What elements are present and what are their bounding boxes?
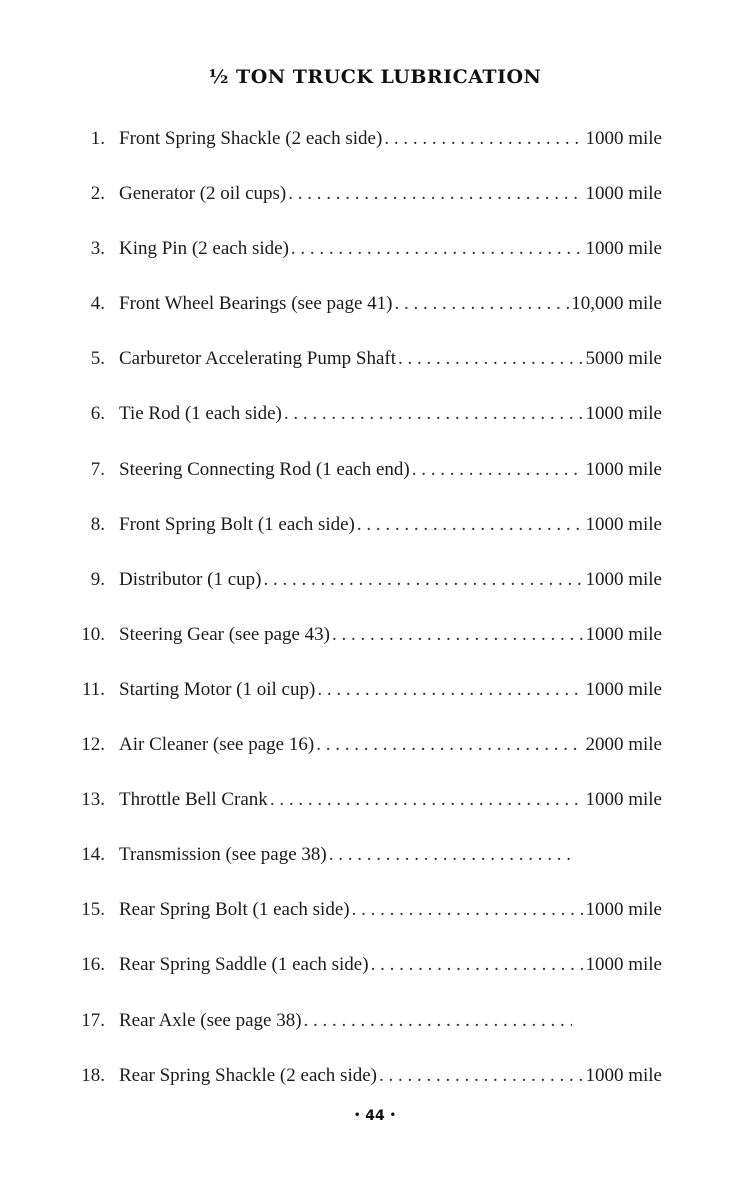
item-description: Rear Spring Saddle (1 each side): [119, 954, 369, 976]
item-description: Transmission (see page 38): [119, 844, 327, 866]
item-description: Generator (2 oil cups): [119, 183, 287, 205]
dot-leader: [379, 1065, 583, 1087]
item-number: 18.: [81, 1064, 105, 1086]
item-line: [119, 624, 662, 646]
item-interval: 1000 mile: [585, 789, 662, 811]
dot-leader: [352, 899, 584, 921]
item-line: [119, 238, 662, 260]
item-description: Rear Axle (see page 38): [119, 1009, 302, 1031]
item-interval: 1000 mile: [585, 899, 662, 921]
item-description: Steering Gear (see page 43): [119, 623, 331, 645]
dot-leader: [317, 679, 583, 701]
list-item: [0, 504, 750, 559]
item-description: Throttle Bell Crank: [119, 789, 268, 811]
item-interval: 1000 mile: [585, 954, 662, 976]
dot-leader: [384, 128, 583, 150]
list-item: [0, 1000, 750, 1055]
dot-leader: [371, 954, 584, 976]
item-description: Front Spring Bolt (1 each side): [119, 513, 355, 535]
item-number: 6.: [90, 403, 105, 425]
list-item: [0, 118, 750, 173]
item-description: Front Wheel Bearings (see page 41): [119, 293, 393, 315]
lubrication-list: [0, 118, 750, 1110]
list-item: [0, 669, 750, 724]
item-interval: 1000 mile: [585, 458, 662, 480]
item-interval: 1000 mile: [585, 183, 662, 205]
item-line: [119, 734, 662, 756]
item-number: 8.: [90, 513, 105, 535]
list-item: [0, 614, 750, 669]
item-interval: 1000 mile: [585, 623, 662, 645]
item-description: Starting Motor (1 oil cup): [119, 678, 316, 700]
item-interval: 1000 mile: [585, 1064, 662, 1086]
list-item: [0, 834, 750, 889]
list-item: [0, 889, 750, 944]
item-line: [119, 183, 662, 205]
item-description: Carburetor Accelerating Pump Shaft: [119, 348, 397, 370]
item-description: Rear Spring Shackle (2 each side): [119, 1064, 377, 1086]
list-item: [0, 393, 750, 448]
item-interval: 5000 mile: [585, 348, 662, 370]
item-line: [119, 899, 662, 921]
dot-leader: [291, 238, 584, 260]
item-line: [119, 1065, 662, 1087]
item-interval: 2000 mile: [585, 734, 662, 756]
dot-leader: [316, 734, 583, 756]
dot-leader: [332, 624, 583, 646]
item-line: [119, 459, 662, 481]
item-interval: 1000 mile: [585, 403, 662, 425]
item-interval: 1000 mile: [585, 128, 662, 149]
item-line: [119, 954, 662, 976]
bullet-left: •: [353, 1110, 361, 1121]
item-number: 3.: [90, 238, 105, 260]
item-line: [119, 679, 662, 701]
dot-leader: [329, 844, 572, 866]
item-line: [119, 348, 662, 370]
list-item: [0, 944, 750, 999]
item-interval: 1000 mile: [585, 678, 662, 700]
item-number: 17.: [81, 1009, 105, 1031]
list-item: [0, 724, 750, 779]
item-number: 5.: [90, 348, 105, 370]
item-number: 14.: [81, 844, 105, 866]
item-line: [119, 128, 662, 150]
list-item: [0, 283, 750, 338]
dot-leader: [263, 569, 583, 591]
dot-leader: [288, 183, 583, 205]
dot-leader: [284, 403, 584, 425]
dot-leader: [270, 789, 584, 811]
item-interval: 1000 mile: [585, 568, 662, 590]
item-description: Distributor (1 cup): [119, 568, 262, 590]
item-line: [119, 569, 662, 591]
page-number-footer: [0, 1108, 750, 1124]
dot-leader: [304, 1010, 572, 1032]
item-description: Air Cleaner (see page 16): [119, 734, 315, 756]
item-line: [119, 514, 662, 536]
item-description: King Pin (2 each side): [119, 238, 289, 260]
item-interval: 10,000 mile: [571, 293, 662, 315]
item-number: 10.: [81, 623, 105, 645]
page-title: ½ TON TRUCK LUBRICATION: [208, 66, 542, 88]
item-line: [119, 403, 662, 425]
dot-leader: [398, 348, 583, 370]
item-description: Steering Connecting Rod (1 each end): [119, 458, 410, 480]
item-description: Tie Rod (1 each side): [119, 403, 282, 425]
item-number: 1.: [90, 128, 105, 149]
item-number: 7.: [90, 458, 105, 480]
item-number: 13.: [81, 789, 105, 811]
item-line: [119, 789, 662, 811]
list-item: [0, 779, 750, 834]
bullet-right: •: [389, 1110, 397, 1121]
page-number: 44: [365, 1108, 385, 1124]
dot-leader: [412, 459, 584, 481]
item-description: Front Spring Shackle (2 each side): [119, 128, 383, 149]
item-line: [119, 844, 574, 866]
item-number: 9.: [90, 568, 105, 590]
list-item: [0, 559, 750, 614]
item-interval: 1000 mile: [585, 238, 662, 260]
list-item: [0, 338, 750, 393]
item-description: Rear Spring Bolt (1 each side): [119, 899, 350, 921]
item-number: 16.: [81, 954, 105, 976]
item-number: 4.: [90, 293, 105, 315]
list-item: [0, 1055, 750, 1110]
dot-leader: [357, 514, 584, 536]
item-number: 15.: [81, 899, 105, 921]
list-item: [0, 449, 750, 504]
item-line: [119, 1010, 574, 1032]
list-item: [0, 228, 750, 283]
item-number: 2.: [90, 183, 105, 205]
item-interval: 1000 mile: [585, 513, 662, 535]
dot-leader: [394, 293, 569, 315]
item-line: [119, 293, 662, 315]
list-item: [0, 173, 750, 228]
item-number: 12.: [81, 734, 105, 756]
item-number: 11.: [81, 678, 105, 700]
